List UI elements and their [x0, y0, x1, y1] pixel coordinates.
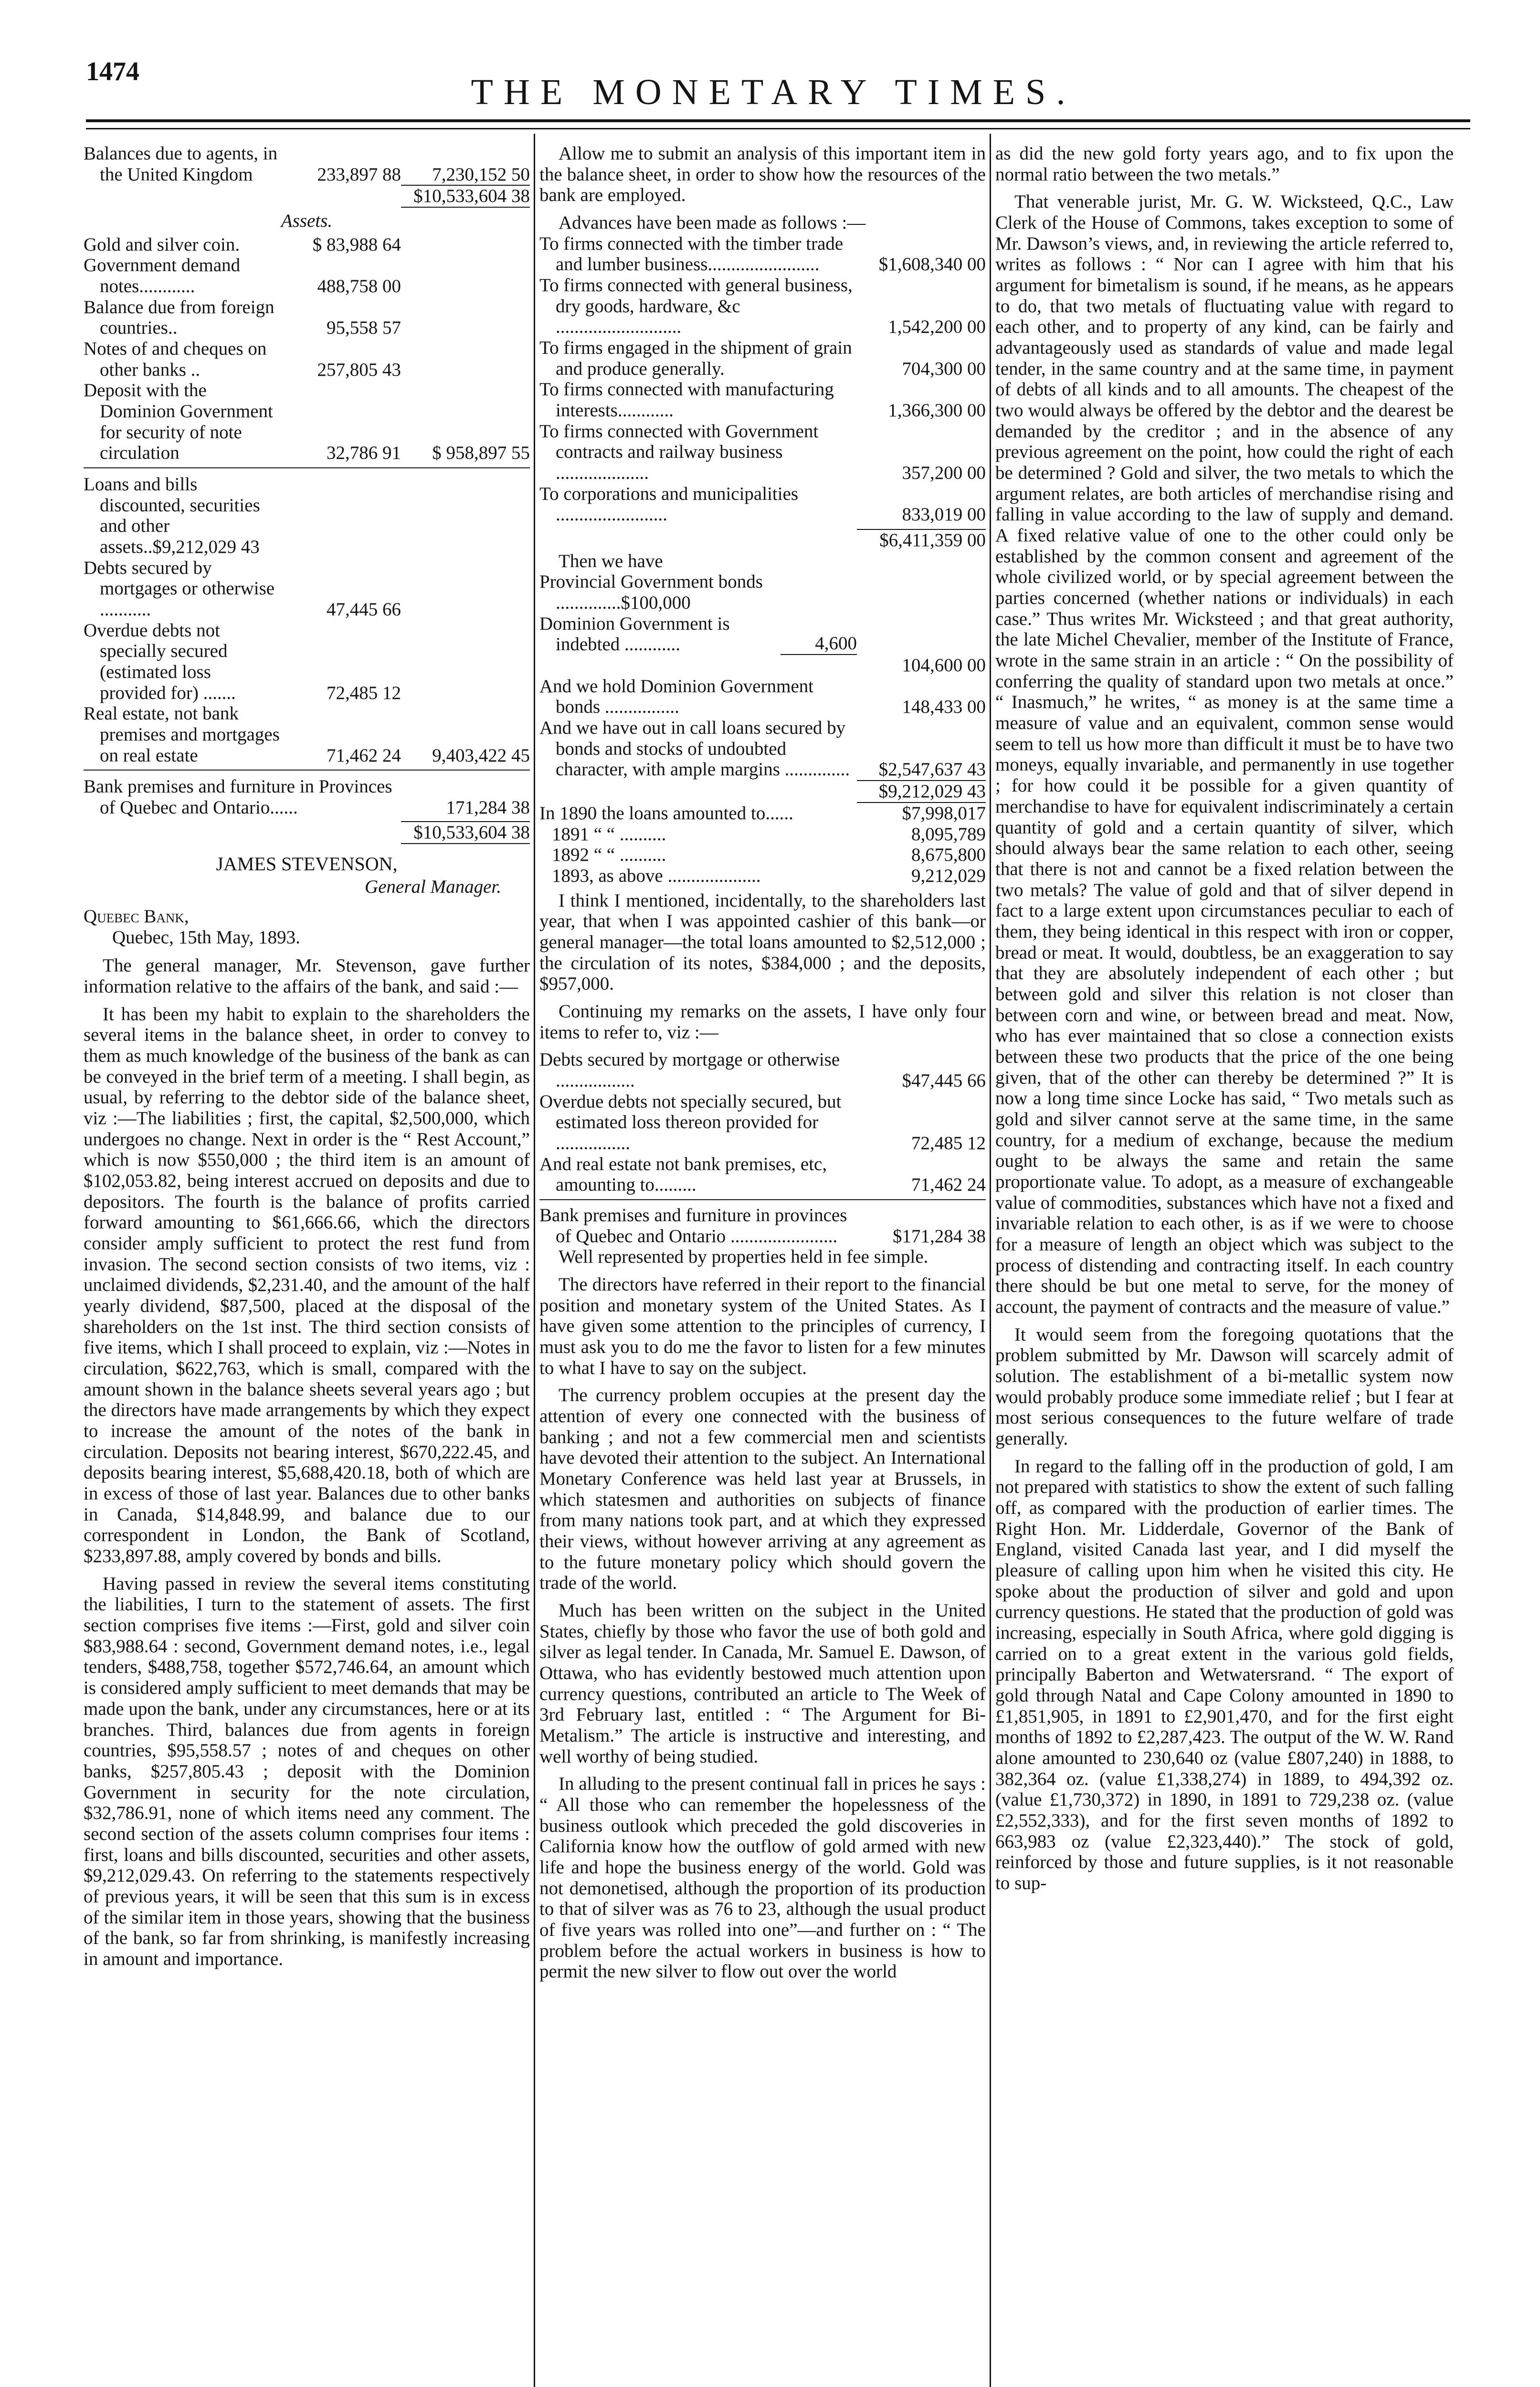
loans-by-year	[539, 803, 986, 887]
ledger-row: Dominion Government is indebted ............ 4,600	[539, 613, 857, 655]
paragraph: I think I mentioned, incidentally, to the shareholders last year, that when I was appointed cashier of this bank—or general manager—the total loans amounted to $2,512,000 ; the circulation of its notes, $384,000 ; and the deposits, $957,000.	[539, 890, 986, 994]
ledger-row: Government demand notes............ 488,758 00	[84, 255, 401, 297]
advances-total: $6,411,359 00	[539, 529, 986, 551]
paragraph: It would seem from the foregoing quotations that the problem submitted by Mr. Dawson will scarcely admit of solution. The establishment of a bi-metallic system now would probably produce some immediate relief ; but I fear at most serious consequences to the future welfare of trade generally.	[995, 1324, 1454, 1449]
assets-total: $10,533,604 38	[84, 821, 530, 844]
assets-heading: Assets.	[281, 211, 333, 232]
ledger-row: Loans and bills discounted, securities and other assets..$9,212,029 43	[84, 474, 260, 558]
paragraph: as did the new gold forty years ago, and to fix upon the normal ratio between the two metals.”	[995, 143, 1454, 185]
ledger-row: To corporations and municipalities ........................ 833,019 00	[539, 483, 986, 525]
ledger-row: Balance due from foreign countries.. 95,558 57	[84, 296, 401, 338]
ledger-row: Deposit with the Dominion Government for security of note circulation 32,786 91 $ 958,897 55	[84, 380, 530, 464]
advances-heading: Advances have been made as follows :—	[559, 212, 866, 233]
header-rule	[86, 119, 1470, 122]
assets-section-2	[84, 474, 530, 766]
paragraph: The directors have referred in their report to the financial position and monetary system of the United States. As I have given some attention to the principles of currency, I must ask you to do me the favor to listen for a few minutes to what I have to say on the subject.	[539, 1274, 986, 1378]
subtotal-row: 104,600 00	[902, 655, 986, 676]
page-number: 1474	[86, 57, 139, 86]
paragraph: Allow me to submit an analysis of this important item in the balance sheet, in order to show how the resources of the bank are employed.	[539, 143, 986, 206]
ledger-row: Overdue debts not specially secured (estimated loss provided for) ....... 72,485 12	[84, 620, 401, 703]
liability-row: Balances due to agents, in the United Kingdom 233,897 88 7,230,152 50	[84, 143, 530, 185]
paragraph: The currency problem occupies at the present day the attention of every one connected with the business of banking ; and not a few commercial men and scientists have devoted their attention to the subject. An International Monetary Conference was held last year at Brussels, in which statesmen and authorities on subjects of finance from many nations took part, and at which they expressed their views, without however arriving at any agreement as to the future monetary policy which should govern the trade of the world.	[539, 1385, 986, 1594]
premises-row: Bank premises and furniture in provinces of Quebec and Ontario ....................... $171,284 38	[539, 1204, 986, 1246]
date: Quebec, 15th May, 1893.	[112, 927, 300, 948]
remaining-items	[539, 1049, 986, 1195]
ledger-row: 1892 “ “ .......... 8,675,800	[552, 845, 986, 866]
paragraph: Much has been written on the subject in the United States, chiefly by those who favor the use of both gold and silver as legal tender. In Canada, Mr. Samuel E. Dawson, of Ottawa, who has evidently bestowed much attention upon currency questions, contributed an article to The Week of 3rd February last, entitled : “ The Argument for Bi-Metalism.” The article is instructive and interesting, and well worthy of being studied.	[539, 1600, 986, 1767]
column-divider	[990, 134, 991, 2387]
liabilities-total: $10,533,604 38	[84, 185, 530, 208]
column-1	[84, 143, 530, 1976]
place: Quebec Bank,	[84, 906, 189, 927]
ledger-row: To firms connected with manufacturing interests............ 1,366,300 00	[539, 379, 986, 421]
grand-total: $9,212,029 43	[539, 780, 986, 803]
ledger-row: Gold and silver coin. $ 83,988 64	[84, 234, 401, 255]
ledger-row: To firms connected with Government contracts and railway business .................... 357,200 00	[539, 421, 986, 484]
paragraph: The general manager, Mr. Stevenson, gave further information relative to the affairs of the bank, and said :—	[84, 955, 530, 997]
advances-list	[539, 233, 986, 525]
signer-name: JAMES STEVENSON,	[216, 853, 398, 875]
ledger-row: Debts secured by mortgages or otherwise ........... 47,445 66	[84, 557, 401, 620]
paragraph: That venerable jurist, Mr. G. W. Wicksteed, Q.C., Law Clerk of the House of Commons, takes exception to some of Mr. Dawson’s views, and, in reviewing the article referred to, writes as follows : “ Nor can I agree with him that his argument for bimetalism is sound, if he means, as he appears to do, that two metals of fluctuating value with regard to each other, and to property of any kind, can be fairly and advantageously used as standards of value and made legal tender, in the same country and at the same time, in payment of debts of all kinds and to all amounts. The cheapest of the two would always be offered by the debtor and the dearest be demanded by the creditor ; and in the absence of any previous agreement on the point, how could the right of each be determined ? Gold and silver, the two metals to which the argument relates, are both articles of merchandise rising and falling in value according to the law of supply and demand. A fixed relative value of one to the other could only be established by the common consent and agreement of the whole civilized world, or by special agreement between the parties concerned (whether nations or individuals) in each case.” Thus writes Mr. Wicksteed ; and that great authority, the late Michel Chevalier, member of the Institute of France, wrote in the same strain in an article : “ On the possibility of conferring the quality of standard upon two metals at once.” “ Inasmuch,” he writes, “ as money is at the same time a measure of value and an equivalent, common sense would seem to tell us how more than difficult it must be to have two moneys, equally invariable, and permanently in use together ; for how could it be possible for a given quantity of merchandise to have for equivalent indiscriminately a certain quantity of gold and a certain quantity of silver, which should always bear the same relation to each other, seeing that there is not and cannot be a fixed relation between the two metals? The value of gold and that of silver depend in fact to a large extent upon circumstances peculiar to each of them, they being identical in this respect with iron or copper, bread or meat. It would, doubtless, be an exaggeration to say that they are absolutely independent of each other ; but between gold and silver this relation is not closer than between corn and wine, or between bread and meat. Now, who has ever maintained that so close a connection exists between these two products that the price of the one being given, that of the other can thereby be determined ?” It is now a long time since Locke has said, “ Two metals such as gold and silver cannot serve at the same time, in the same country, for a medium of exchange, because the medium ought to be always the same and retain the same proportionate value. To adopt, as a measure of exchangeable value of commodities, substances which have not a fixed and invariable relation to each other, is as if we were to choose for a measure of length an object which was subject to the process of distending and contracting itself. In each country there should be but one metal to serve, for the money of account, the payment of contracts and the measure of value.”	[995, 191, 1454, 1317]
ledger-row: Notes of and cheques on other banks .. 257,805 43	[84, 338, 401, 380]
ledger-row: And we have out in call loans secured by bonds and stocks of undoubted character, with ample margins .............. $2,547,637 43	[539, 718, 986, 780]
premises-row: Bank premises and furniture in Provinces of Quebec and Ontario...... 171,284 38	[84, 776, 530, 818]
ledger-row: To firms engaged in the shipment of grain and produce generally. 704,300 00	[539, 338, 986, 379]
then-label: Then we have	[559, 550, 663, 571]
ledger-row: 1891 “ “ .......... 8,095,789	[552, 824, 986, 845]
divider	[84, 770, 530, 771]
column-divider	[534, 134, 535, 2387]
ledger-row: Provincial Government bonds ..............$100,000	[539, 571, 763, 613]
ledger-row: 1893, as above .................... 9,212,029	[552, 865, 986, 886]
ledger-row: Debts secured by mortgage or otherwise ................. $47,445 66	[539, 1049, 986, 1091]
paragraph: Continuing my remarks on the assets, I have only four items to refer to, viz :—	[539, 1001, 986, 1043]
assets-section-1	[84, 234, 530, 464]
ledger-row: And real estate not bank premises, etc, amounting to......... 71,462 24	[539, 1153, 986, 1195]
masthead-title: THE MONETARY TIMES.	[471, 72, 1076, 112]
ledger-row: To firms connected with the timber trade and lumber business........................ $1,608,340 00	[539, 233, 986, 275]
paragraph: Well represented by properties held in fee simple.	[559, 1246, 928, 1267]
ledger-row: Overdue debts not specially secured, but estimated loss thereon provided for ................ 72,485 12	[539, 1091, 986, 1153]
column-2	[539, 143, 986, 1989]
ledger-row: To firms connected with general business, dry goods, hardware, &c ........................... 1,542,200 00	[539, 275, 986, 338]
divider	[84, 467, 530, 468]
paragraph: Having passed in review the several items constituting the liabilities, I turn to the statement of assets. The first section comprises five items :—First, gold and silver coin $83,988.64 : second, Government demand notes, i.e., legal tenders, $488,758, together $572,746.64, an amount which is considered amply sufficient to meet demands that may be made upon the bank, under any circumstances, here or at its branches. Third, balances due from agents in foreign countries, $95,558.57 ; notes of and cheques on other banks, $257,805.43 ; deposit with the Dominion Government in security for the note circulation, $32,786.91, none of which items need any comment. The second section of the assets column comprises four items : first, loans and bills discounted, securities and other assets, $9,212,029.43. On referring to the statements respectively of previous years, it will be seen that this sum is in excess of the similar item in those years, showing that the business of the bank, so far from shrinking, is manifestly increasing in amount and importance.	[84, 1573, 530, 1969]
column-3	[995, 143, 1454, 1901]
paragraph: It has been my habit to explain to the shareholders the several items in the balance sheet, in order to convey to them as much knowledge of the business of the bank as can be conveyed in the brief term of a meeting. I shall begin, as usual, by referring to the debtor side of the balance sheet, viz :—The liabilities ; first, the capital, $2,500,000, which undergoes no change. Next in order is the “ Rest Account,” which is now $550,000 ; the third item is an amount of $102,053.82, being interest accrued on deposits and due to depositors. The fourth is the balance of profits carried forward amounting to $61,666.66, which the directors consider amply sufficient to protect the rest fund from invasion. The second section consists of two items, viz : unclaimed dividends, $2,231.40, and the amount of the half yearly dividend, $87,500, placed at the disposal of the shareholders on the 1st inst. The third section consists of five items, which I shall proceed to explain, viz :—Notes in circulation, $622,763, which is small, compared with the amount shown in the balance sheets several years ago ; but the directors have made arrangements by which they expect to increase the amount of the notes of the bank in circulation. Deposits not bearing interest, $670,222.45, and deposits bearing interest, $5,688,420.18, both of which are in excess of those of last year. Balances due to other banks in Canada, $14,848.99, and balance due to our correspondent in London, the Bank of Scotland, $233,897.88, amply covered by bonds and bills.	[84, 1003, 530, 1567]
ledger-row: In 1890 the loans amounted to...... $7,998,017	[539, 803, 986, 824]
ledger-row: Real estate, not bank premises and mortgages on real estate 71,462 24 9,403,422 45	[84, 703, 530, 766]
ledger-row: And we hold Dominion Government bonds ................ 148,433 00	[539, 676, 986, 718]
header-rule-thin	[86, 128, 1470, 129]
signer-title: General Manager.	[365, 877, 501, 898]
paragraph: In alluding to the present continual fall in prices he says : “ All those who can remember the hopelessness of the business outlook which preceded the gold discoveries in California know how the outflow of gold armed with new life and hope the business energy of the world. Gold was not demonetised, although the proportion of its production to that of silver was as 76 to 23, although the usual product of five years was rolled into one”—and further on : “ The problem before the actual workers in business is how to permit the new silver to flow out over the world	[539, 1774, 986, 1982]
paragraph: In regard to the falling off in the production of gold, I am not prepared with statistics to show the extent of such falling off, as compared with the production of earlier times. The Right Hon. Mr. Lidderdale, Governor of the Bank of England, visited Canada last year, and I did myself the pleasure of calling upon him when he visited this city. He spoke about the production of silver and gold and upon currency questions. He stated that the production of gold was increasing, especially in South Africa, where gold digging is carried on to a great extent in the various gold fields, principally Baberton and Wetwatersrand. “ The export of gold through Natal and Cape Colony amounted in 1890 to £1,851,905, in 1891 to £2,901,470, and for the first eight months of 1892 to £2,287,423. The output of the W. W. Rand alone amounted to 230,640 oz (value £807,240) in 1888, to 382,364 oz. (value £1,338,274) in 1889, to 494,392 oz. (value £1,730,372) in 1890, in 1891 to 729,238 oz. (value £2,552,333), and for the first seven months of 1892 to 663,983 oz (value £2,323,440).” The stock of gold, reinforced by those and future supplies, is it not reasonable to sup-	[995, 1456, 1454, 1894]
divider	[539, 1199, 986, 1200]
